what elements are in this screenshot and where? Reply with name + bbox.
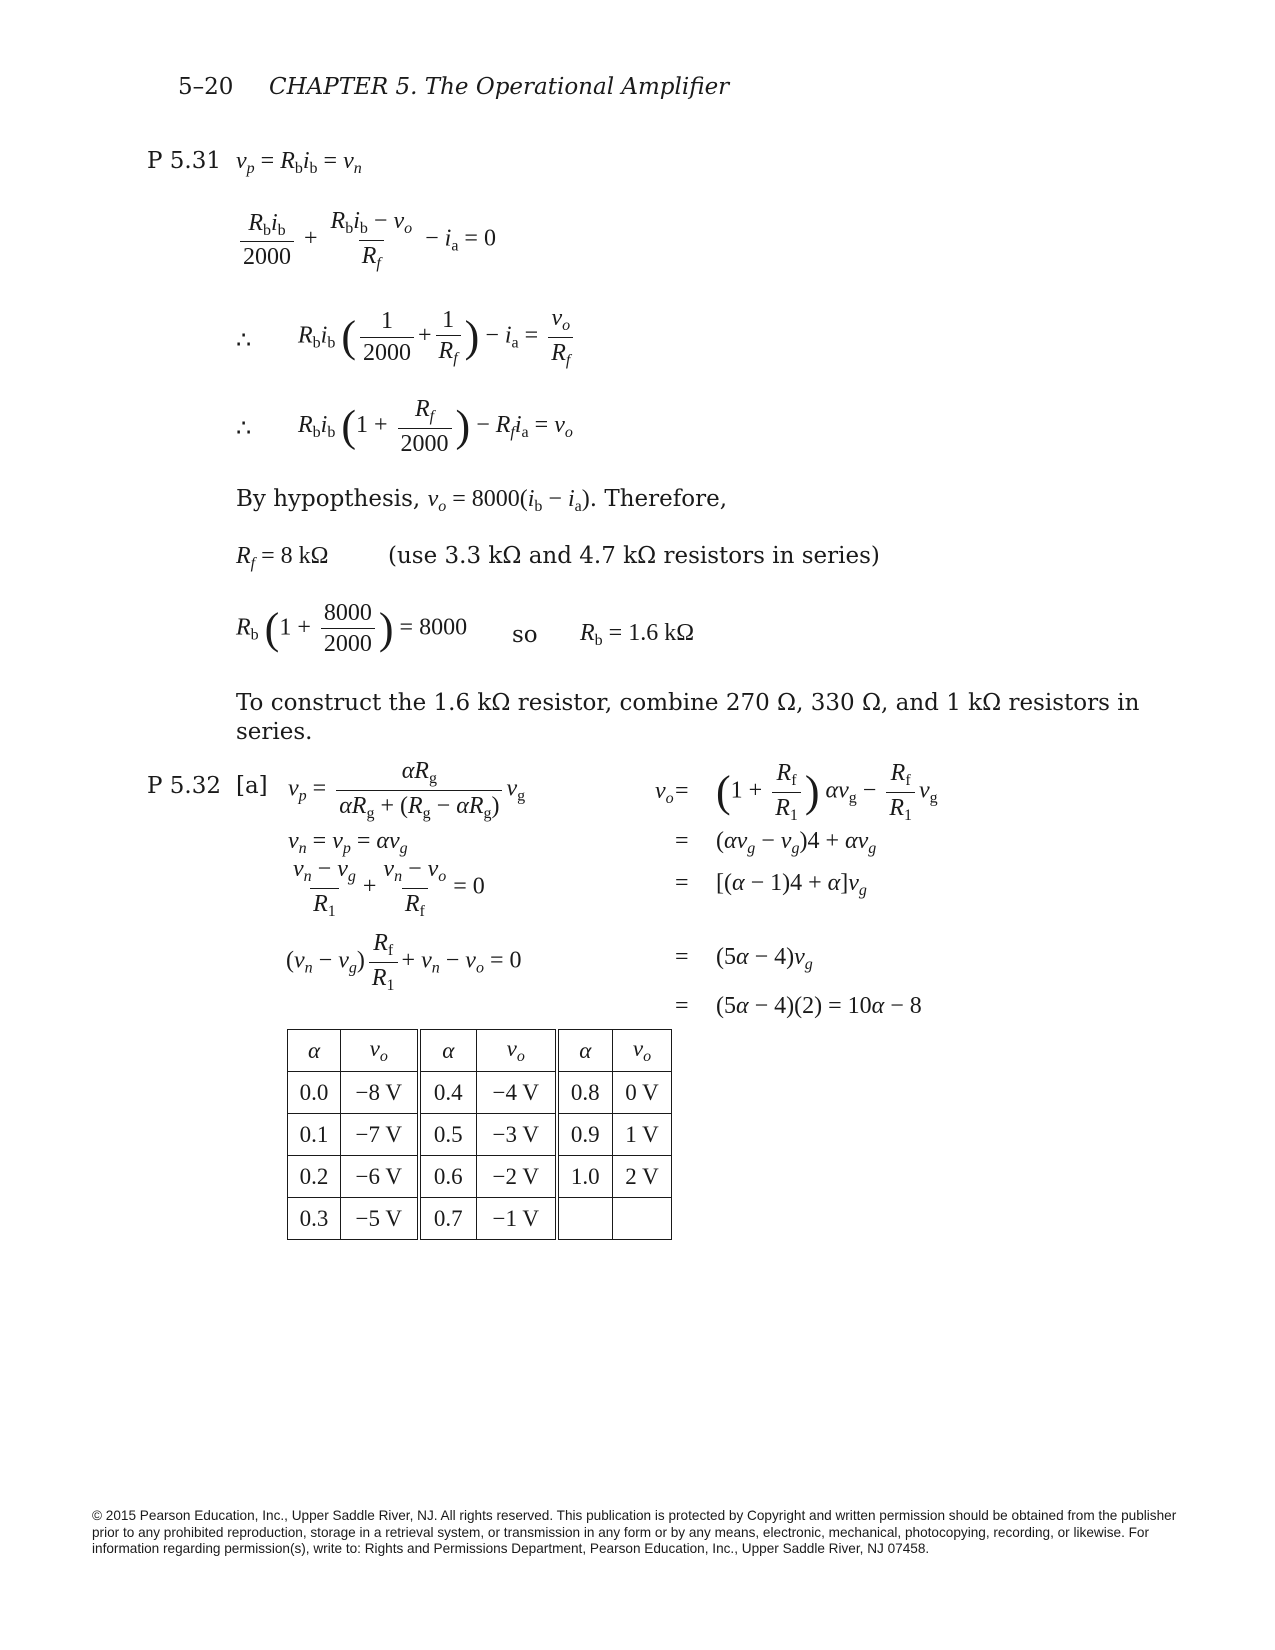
- copyright-footer: © 2015 Pearson Education, Inc., Upper Saddle River, NJ. All rights reserved. This publication is protected by Copyright and written permission should be obtained from the publisher prior to any prohibited reproduction, storage in a retrieval system, or transmission in any form or by any means, electronic, mechanical, photocopying, recording, or likewise. For information regarding permission(s), write to: Rights and Permissions Department, Pearson Education, Inc., Upper Saddle River, NJ 07458.: [92, 1508, 1177, 1556]
- table-cell: [613, 1198, 672, 1240]
- table-header-row: [288, 1030, 672, 1072]
- table-cell: 0 V: [613, 1072, 672, 1114]
- so-word: so: [512, 622, 538, 648]
- header-alpha: α: [288, 1030, 341, 1072]
- table-cell: −3 V: [477, 1114, 557, 1156]
- table-cell: 0.9: [557, 1114, 613, 1156]
- equation-step2: $R_bi_b$ ( $\frac{1}{2000}$ + $\frac{1}{R_f}$ ) − $i_a$ = $\frac{v_o}{R_f}$: [298, 305, 577, 369]
- header-vo: $v_o$: [477, 1030, 557, 1072]
- header-vo: $v_o$: [613, 1030, 672, 1072]
- table-cell: −5 V: [341, 1198, 419, 1240]
- n2000: 2000: [398, 428, 452, 457]
- page-number: 5–20: [178, 74, 234, 100]
- prose-hypothesis: By hypopthesis,: [236, 486, 421, 512]
- construct-line-1: To construct the 1.6 kΩ resistor, combine 270 Ω, 330 Ω, and 1 kΩ resistors in: [236, 690, 1140, 716]
- table-row: [288, 1198, 672, 1240]
- equation-vp-divider: $v_p$ = $\frac{\alpha R_g}{\alpha R_g + (R_g - \alpha R_g)}$ $v_g$: [288, 758, 526, 822]
- header-vo: $v_o$: [341, 1030, 419, 1072]
- equation-vo-4: $(5\alpha - 4)v_g$: [716, 944, 813, 973]
- header-alpha: α: [419, 1030, 477, 1072]
- equation-vp-vn: $v_p = R_bi_b = v_n$: [236, 148, 362, 177]
- table-row: [288, 1114, 672, 1156]
- table-cell: 0.0: [288, 1072, 341, 1114]
- table-cell: 1.0: [557, 1156, 613, 1198]
- table-cell: 0.8: [557, 1072, 613, 1114]
- n2000: 2000: [240, 241, 294, 270]
- table-cell: −1 V: [477, 1198, 557, 1240]
- table-row: [288, 1072, 672, 1114]
- equation-node-b: $\frac{v_n - v_g}{R_1}$ + $\frac{v_n - v_o}{R_f}$ = 0: [293, 856, 485, 920]
- problem-label-p531: P 5.31: [147, 148, 221, 174]
- table-cell: −8 V: [341, 1072, 419, 1114]
- equals-2: =: [675, 828, 689, 854]
- rf-note: (use 3.3 kΩ and 4.7 kΩ resistors in series): [388, 543, 880, 569]
- table-cell: 0.2: [288, 1156, 341, 1198]
- hypothesis-line: By hypopthesis, $v_o = 8000(i_b - i_a)$. Therefore,: [236, 486, 728, 515]
- part-label-a: [a]: [236, 773, 268, 799]
- table-cell: 0.3: [288, 1198, 341, 1240]
- n8000: 8000: [323, 600, 372, 626]
- problem-label-p532: P 5.32: [147, 773, 221, 799]
- table-cell: 2 V: [613, 1156, 672, 1198]
- rb-result: $R_b = 1.6$ kΩ: [580, 620, 695, 649]
- equation-node-sum: $\frac{R_bi_b}{2000}$ + $\frac{R_bi_b - v_o}{R_f}$ − $i_a = 0$: [236, 208, 496, 272]
- equation-vo-2: $(\alpha v_g - v_g)4 + \alpha v_g$: [716, 828, 877, 857]
- equation-step3: $R_bi_b$ (1 + $\frac{R_f}{2000}$ ) − $R_fi_a = v_o$: [298, 396, 573, 457]
- construct-line-2: series.: [236, 719, 313, 745]
- equation-vn-vp: $v_n = v_p = \alpha v_g$: [288, 828, 408, 857]
- equals-5: =: [675, 993, 689, 1019]
- n2000: 2000: [321, 628, 375, 657]
- equation-node-b2: $(v_n - v_g)$ $\frac{R_f}{R_1}$ + $v_n - v_o = 0$: [286, 930, 522, 994]
- table-row: [288, 1156, 672, 1198]
- table-cell: 1 V: [613, 1114, 672, 1156]
- rb-value: = 1.6 kΩ: [608, 620, 695, 646]
- therefore-symbol-1: ∴: [236, 328, 252, 354]
- table-cell: [557, 1198, 613, 1240]
- chapter-title: CHAPTER 5. The Operational Amplifier: [269, 74, 730, 100]
- table-cell: 0.1: [288, 1114, 341, 1156]
- table-cell: 0.6: [419, 1156, 477, 1198]
- n8000-result: 8000: [419, 614, 468, 641]
- equation-rb: $R_b$ (1 + $\frac{8000}{2000}$ ) = 8000: [236, 600, 468, 658]
- table-cell: −4 V: [477, 1072, 557, 1114]
- therefore-symbol-2: ∴: [236, 416, 252, 442]
- n2000: 2000: [360, 337, 414, 366]
- header-alpha: α: [557, 1030, 613, 1072]
- table-cell: 0.4: [419, 1072, 477, 1114]
- vo-lhs: $v_o$: [655, 778, 674, 807]
- equation-vo-1: (1 + $\frac{R_f}{R_1}$ ) $\alpha v_g$ − $\frac{R_f}{R_1}$ $v_g$: [716, 760, 938, 824]
- prose-therefore: . Therefore,: [589, 486, 728, 512]
- equals-4: =: [675, 944, 689, 970]
- table-cell: 0.5: [419, 1114, 477, 1156]
- table-cell: −7 V: [341, 1114, 419, 1156]
- equation-vo-5: (5α − 4)(2) = 10α − 8: [716, 993, 922, 1019]
- equation-vo-3: $[(\alpha - 1)4 + \alpha]v_g$: [716, 870, 867, 899]
- table-cell: 0.7: [419, 1198, 477, 1240]
- rf-value: = 8 kΩ: [261, 543, 329, 569]
- table-cell: −2 V: [477, 1156, 557, 1198]
- equals-1: =: [675, 778, 689, 804]
- alpha-vo-table: [287, 1029, 672, 1240]
- equation-rf: $R_f = 8$ kΩ: [236, 543, 329, 572]
- table-cell: −6 V: [341, 1156, 419, 1198]
- equals-3: =: [675, 870, 689, 896]
